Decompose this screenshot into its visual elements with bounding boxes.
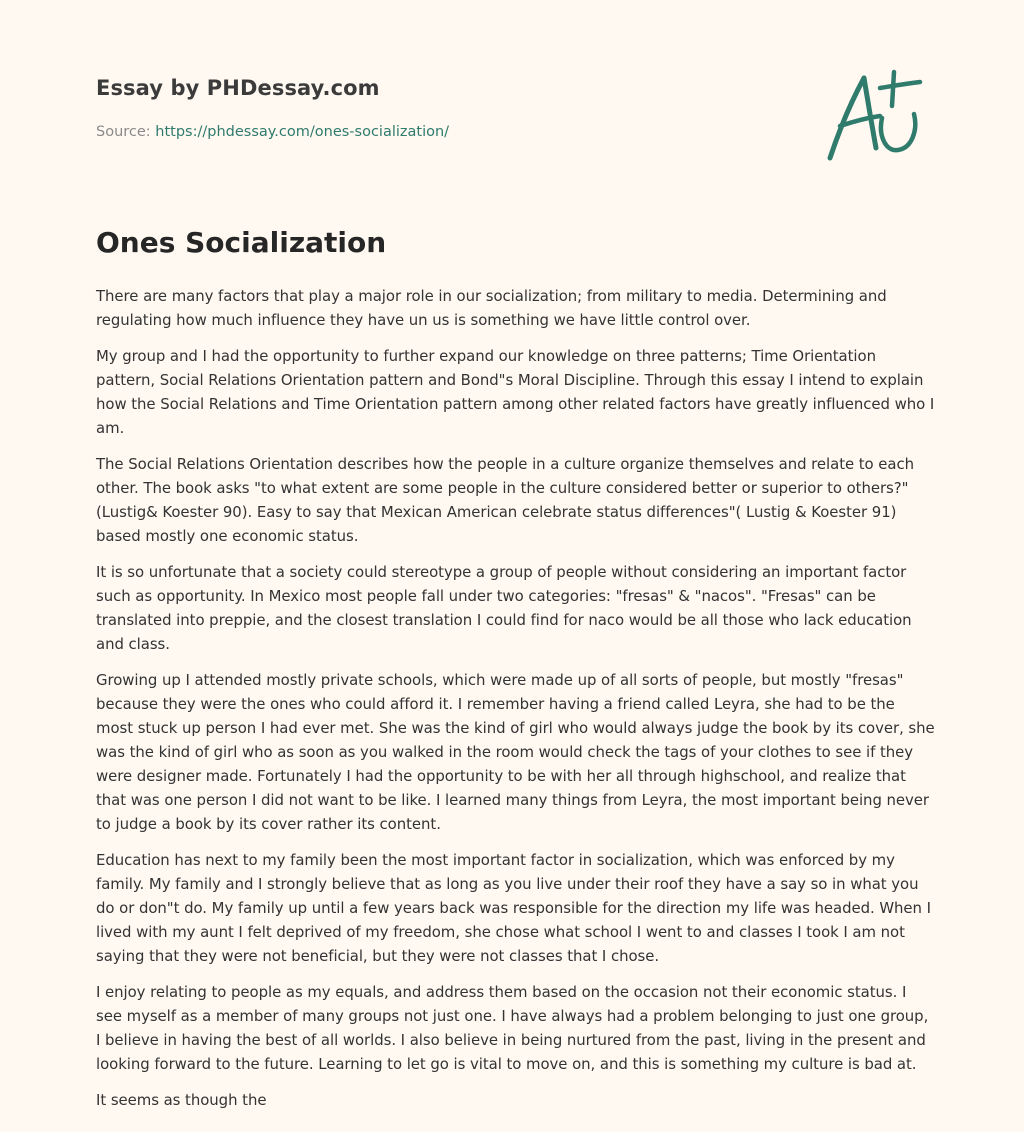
essay-paragraph: The Social Relations Orientation describes how the people in a culture organize themselves and relate to each other. The book asks "to what extent are some people in the culture considered better or superior to others?" (Lustig& Koester 90). Easy to say that Mexican American celebrate status differences"( Lustig & Koester 91) based mostly one economic status.: [96, 455, 915, 545]
essay-paragraph: It seems as though the: [96, 1091, 267, 1109]
essay-body: [96, 284, 936, 1124]
source-line: [96, 124, 449, 140]
source-link[interactable]: https://phdessay.com/ones-socialization/: [155, 124, 450, 140]
source-label: Source:: [96, 124, 156, 140]
a-plus-grade-logo-icon: [818, 66, 928, 166]
essay-paragraph: Growing up I attended mostly private schools, which were made up of all sorts of people, but mostly "fresas" because they were the ones who could afford it. I remember having a friend called Leyra, she had to be the most stuck up person I had ever met. She was the kind of girl who would always judge the book by its cover, she was the kind of girl who as soon as you walked in the room would check the tags of your clothes to see if they were designer made. Fortunately I had the opportunity to be with her all through highschool, and realize that that was one person I did not want to be like. I learned many things from Leyra, the most important being never to judge a book by its cover rather its content.: [96, 671, 935, 833]
site-brand-title: Essay by PHDessay.com: [96, 76, 380, 100]
essay-paragraph: It is so unfortunate that a society could stereotype a group of people without considering an important factor such as opportunity. In Mexico most people fall under two categories: "fresas" & "nacos". "Fresas" can be translated into preppie, and the closest translation I could find for naco would be all those who lack education and class.: [96, 563, 912, 653]
essay-paragraph: I enjoy relating to people as my equals, and address them based on the occasion not their economic status. I see myself as a member of many groups not just one. I have always had a problem belonging to just one group, I believe in having the best of all worlds. I also believe in being nurtured from the past, living in the present and looking forward to the future. Learning to let go is vital to move on, and this is something my culture is bad at.: [96, 983, 929, 1073]
essay-paragraph: There are many factors that play a major role in our socialization; from military to media. Determining and regulating how much influence they have un us is something we have little control over.: [96, 287, 887, 329]
essay-title: Ones Socialization: [96, 226, 387, 259]
essay-paragraph: Education has next to my family been the most important factor in socialization, which was enforced by my family. My family and I strongly believe that as long as you live under their roof they have a say so in what you do or don"t do. My family up until a few years back was responsible for the direction my life was headed. When I lived with my aunt I felt deprived of my freedom, she chose what school I went to and classes I took I am not saying that they were not beneficial, but they were not classes that I chose.: [96, 851, 931, 965]
essay-paragraph: My group and I had the opportunity to further expand our knowledge on three patterns; Time Orientation pattern, Social Relations Orientation pattern and Bond"s Moral Discipline. Through this essay I intend to explain how the Social Relations and Time Orientation pattern among other related factors have greatly influenced who I am.: [96, 347, 935, 437]
